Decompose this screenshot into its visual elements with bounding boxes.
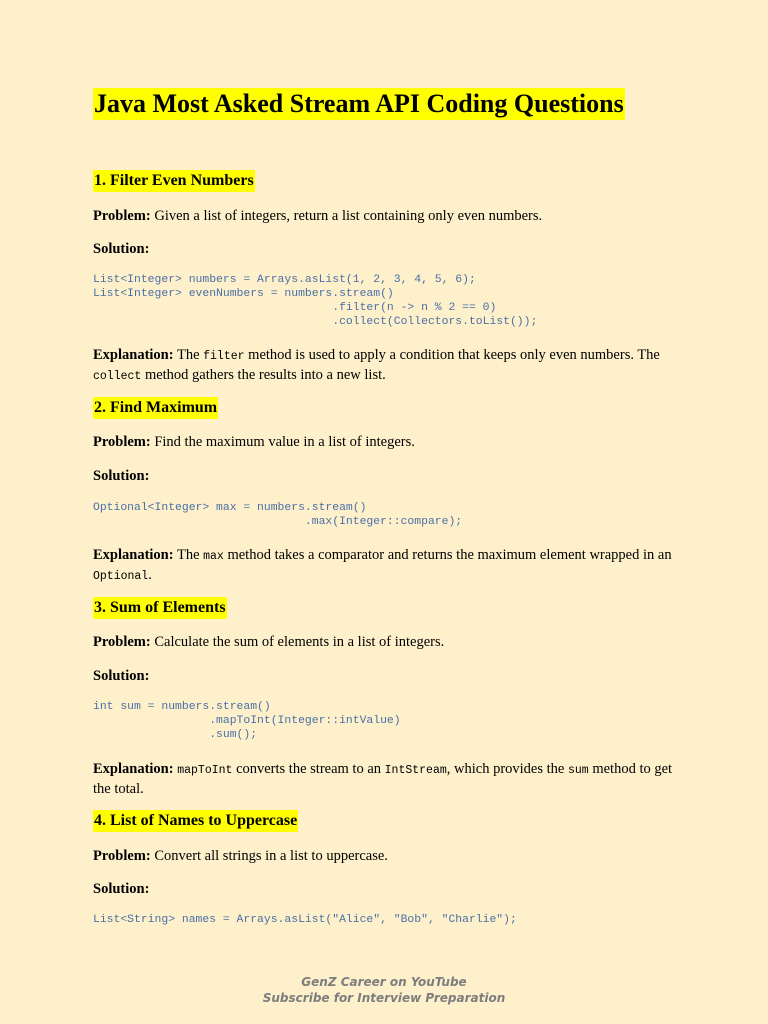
code-block: List<String> names = Arrays.asList("Alice", "Bob", "Charlie"); xyxy=(93,914,517,926)
problem-statement xyxy=(93,847,683,865)
explanation-label: Explanation: xyxy=(93,761,174,777)
problem-text: Calculate the sum of elements in a list of integers. xyxy=(154,634,445,650)
explanation-text: method gathers the results into a new list. xyxy=(141,367,386,383)
problem-label: Problem: xyxy=(93,208,151,224)
problem-text: Find the maximum value in a list of integers. xyxy=(154,434,415,450)
problem-statement xyxy=(93,433,683,451)
explanation-text: method to get the total. xyxy=(93,761,673,797)
explanation-text: , which provides the xyxy=(446,761,568,777)
inline-code: IntStream xyxy=(384,764,447,777)
problem-statement xyxy=(93,207,683,225)
inline-code: mapToInt xyxy=(177,764,233,777)
solution-label: Solution: xyxy=(93,241,150,257)
code-block: List<Integer> numbers = Arrays.asList(1, 2, 3, 4, 5, 6); List<Integer> evenNumbers = numbers.stream() .filter(n -> n % 2 == 0) .collect(Collectors.toList()); xyxy=(93,274,538,328)
inline-code: sum xyxy=(567,764,589,777)
section-heading: 3. Sum of Elements xyxy=(93,597,227,619)
explanation-label: Explanation: xyxy=(93,547,174,563)
explanation xyxy=(93,760,683,798)
footer-channel: GenZ Career on YouTube xyxy=(301,975,467,989)
explanation-text: The xyxy=(173,547,204,563)
explanation xyxy=(93,546,683,586)
explanation-text: method takes a comparator and returns the maximum element wrapped in an xyxy=(223,547,672,563)
solution-label: Solution: xyxy=(93,468,150,484)
section-heading: 4. List of Names to Uppercase xyxy=(93,810,298,832)
explanation-text: The xyxy=(173,347,204,363)
page-title: Java Most Asked Stream API Coding Questions xyxy=(94,89,624,118)
problem-label: Problem: xyxy=(93,848,151,864)
section-heading: 1. Filter Even Numbers xyxy=(93,170,255,192)
inline-code: collect xyxy=(93,370,142,383)
inline-code: filter xyxy=(203,350,245,363)
problem-label: Problem: xyxy=(93,634,151,650)
problem-label: Problem: xyxy=(93,434,151,450)
explanation-label: Explanation: xyxy=(93,347,174,363)
problem-statement xyxy=(93,633,683,651)
explanation xyxy=(93,346,683,386)
footer-subscribe: Subscribe for Interview Preparation xyxy=(262,991,506,1005)
explanation-text: converts the stream to an xyxy=(232,761,385,777)
explanation-text: method is used to apply a condition that keeps only even numbers. The xyxy=(244,347,660,363)
code-block: Optional<Integer> max = numbers.stream() .max(Integer::compare); xyxy=(93,502,463,528)
code-block: int sum = numbers.stream() .mapToInt(Integer::intValue) .sum(); xyxy=(93,701,401,741)
solution-label: Solution: xyxy=(93,881,150,897)
explanation-text: . xyxy=(148,567,152,583)
inline-code: Optional xyxy=(93,570,149,583)
problem-text: Given a list of integers, return a list containing only even numbers. xyxy=(154,208,543,224)
solution-label: Solution: xyxy=(93,668,150,684)
inline-code: max xyxy=(203,550,224,563)
problem-text: Convert all strings in a list to uppercase. xyxy=(154,848,388,864)
section-heading: 2. Find Maximum xyxy=(93,397,218,419)
